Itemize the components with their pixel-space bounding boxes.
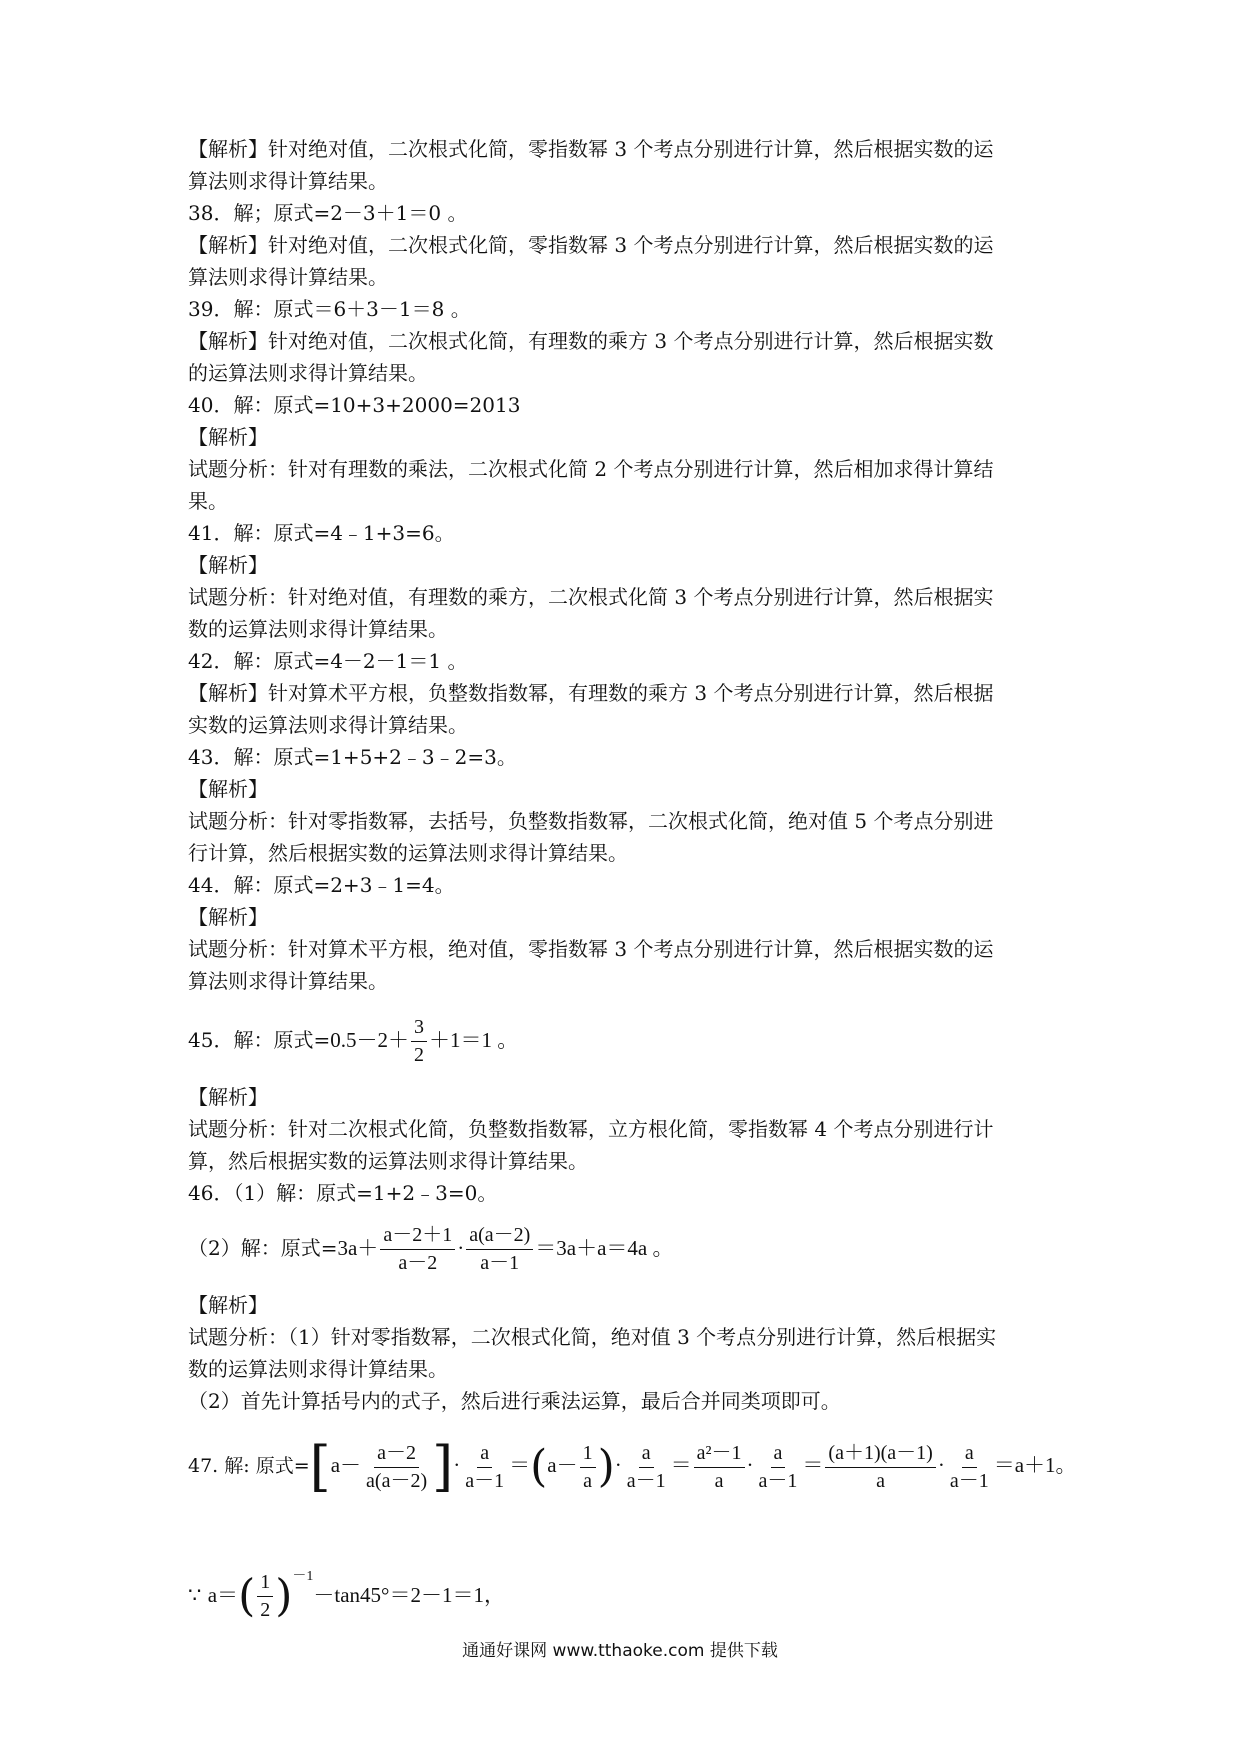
denominator: a－1: [758, 1469, 798, 1492]
analysis-heading: 【解析】: [188, 553, 268, 577]
denominator: 2: [413, 1044, 424, 1066]
eq-term: ＝3a＋a＝4a 。: [535, 1236, 674, 1260]
dot: ·: [457, 1236, 465, 1260]
fraction: [825, 1442, 935, 1493]
fraction: [363, 1442, 430, 1493]
equals: ＝: [509, 1453, 531, 1477]
eq-term: ＋1＝1 。: [428, 1028, 519, 1052]
equals: ＝: [802, 1453, 824, 1477]
analysis-heading: 【解析】: [188, 905, 268, 929]
analysis-heading: 【解析】: [188, 777, 268, 801]
denominator: a: [876, 1469, 886, 1492]
denominator: 2: [260, 1599, 271, 1621]
answer-40: 40．解：原式=10+3+2000=2013: [188, 393, 521, 417]
numerator: a(a－2): [466, 1224, 533, 1250]
analysis-heading: 【解析】: [188, 1293, 268, 1317]
eq-prefix: 45．解：原式=: [188, 1028, 331, 1052]
denominator: a: [714, 1469, 724, 1492]
fraction: [947, 1442, 992, 1493]
text-line: 【解析】针对绝对值，二次根式化简，零指数幂 3 个考点分别进行计算，然后根据实数的运: [188, 137, 994, 161]
answer-45: [188, 1008, 1060, 1072]
text-line: 试题分析：针对零指数幂，去括号，负整数指数幂，二次根式化简，绝对值 5 个考点分别进: [188, 809, 994, 833]
analysis-heading: 【解析】: [188, 1085, 268, 1109]
answer-39: 39．解：原式＝6＋3－1＝8 。: [188, 297, 471, 321]
left-paren: (: [530, 1441, 548, 1492]
answer-43: 43．解：原式=1+5+2﹣3﹣2=3。: [188, 745, 517, 769]
eq-prefix: （2）解：原式=: [188, 1236, 338, 1260]
text-line: 【解析】针对算术平方根，负整数指数幂，有理数的乘方 3 个考点分别进行计算，然后根据: [188, 681, 994, 705]
fraction: [411, 1016, 427, 1067]
fraction: [466, 1224, 533, 1275]
dot: ·: [937, 1453, 945, 1477]
numerator: 1: [257, 1571, 273, 1597]
text-line: 试题分析：（1）针对零指数幂，二次根式化简，绝对值 3 个考点分别进行计算，然后根据实: [188, 1325, 997, 1349]
denominator: a－1: [465, 1469, 505, 1492]
denominator: a－1: [626, 1469, 666, 1492]
eq-term: 0.5－2＋: [330, 1028, 409, 1052]
eq-term: 3a＋: [337, 1236, 379, 1260]
right-bracket: ]: [432, 1435, 454, 1498]
eq-term: a－: [547, 1453, 578, 1477]
left-paren: (: [238, 1570, 256, 1622]
eq-term: －tan45°＝2－1＝1，: [313, 1583, 505, 1607]
numerator: 1: [580, 1442, 596, 1468]
numerator: a: [477, 1442, 492, 1468]
fraction: [756, 1442, 801, 1493]
text-line: 试题分析：针对二次根式化简，负整数指数幂，立方根化简，零指数幂 4 个考点分别进行计: [188, 1117, 994, 1141]
text-line: 算法则求得计算结果。: [188, 969, 388, 993]
text-line: 实数的运算法则求得计算结果。: [188, 713, 468, 737]
text-line: 数的运算法则求得计算结果。: [188, 617, 448, 641]
fraction: [624, 1442, 669, 1493]
answer-47: [188, 1428, 1077, 1503]
answer-46-2: [188, 1216, 1060, 1280]
eq-prefix: 47. 解: 原式=: [188, 1455, 310, 1477]
denominator: a－1: [480, 1252, 520, 1274]
fraction: [580, 1442, 596, 1493]
numerator: (a＋1)(a－1): [825, 1442, 935, 1468]
text-line: 【解析】针对绝对值，二次根式化简，有理数的乘方 3 个考点分别进行计算，然后根据实数: [188, 329, 994, 353]
numerator: a－2＋1: [380, 1224, 455, 1250]
numerator: a: [771, 1442, 786, 1468]
denominator: a: [583, 1469, 593, 1492]
eq-term: ＝a＋1。: [993, 1453, 1077, 1477]
footer-watermark: 通通好课网 www.tthaoke.com 提供下载: [462, 1641, 778, 1661]
answer-44: 44．解：原式=2+3﹣1=4。: [188, 873, 455, 897]
numerator: a²－1: [694, 1442, 745, 1468]
text-line: 数的运算法则求得计算结果。: [188, 1357, 448, 1381]
given-a: [188, 1540, 1060, 1632]
text-line: 【解析】针对绝对值，二次根式化简，零指数幂 3 个考点分别进行计算，然后根据实数的运: [188, 233, 994, 257]
text-line: 果。: [188, 489, 228, 513]
numerator: a: [639, 1442, 654, 1468]
fraction: [257, 1571, 273, 1622]
equals: ＝: [670, 1453, 692, 1477]
answer-46-1: 46．（1）解：原式=1+2﹣3=0。: [188, 1181, 498, 1205]
denominator: a－2: [398, 1252, 438, 1274]
text-line: 试题分析：针对有理数的乘法，二次根式化简 2 个考点分别进行计算，然后相加求得计算结: [188, 457, 994, 481]
left-bracket: [: [309, 1435, 331, 1498]
text-line: 试题分析：针对算术平方根，绝对值，零指数幂 3 个考点分别进行计算，然后根据实数的运: [188, 937, 994, 961]
dot: ·: [746, 1453, 754, 1477]
right-paren: ): [597, 1441, 615, 1492]
right-paren: ): [275, 1570, 293, 1622]
text-line: （2）首先计算括号内的式子，然后进行乘法运算，最后合并同类项即可。: [188, 1389, 841, 1413]
text-line: 的运算法则求得计算结果。: [188, 361, 428, 385]
eq-term: a＝: [207, 1583, 239, 1607]
dot: ·: [614, 1453, 622, 1477]
denominator: a(a－2): [366, 1469, 428, 1492]
numerator: a－2: [374, 1442, 419, 1468]
numerator: a: [962, 1442, 977, 1468]
fraction: [694, 1442, 745, 1493]
fraction: [462, 1442, 507, 1493]
analysis-heading: 【解析】: [188, 425, 268, 449]
because-symbol: ∵: [188, 1583, 202, 1607]
text-line: 行计算，然后根据实数的运算法则求得计算结果。: [188, 841, 628, 865]
text-line: 算法则求得计算结果。: [188, 169, 388, 193]
numerator: 3: [411, 1016, 427, 1042]
text-line: 算，然后根据实数的运算法则求得计算结果。: [188, 1149, 588, 1173]
answer-41: 41．解：原式=4﹣1+3=6。: [188, 521, 455, 545]
denominator: a－1: [949, 1469, 989, 1492]
text-line: 试题分析：针对绝对值，有理数的乘方，二次根式化简 3 个考点分别进行计算，然后根据实: [188, 585, 994, 609]
text-line: 算法则求得计算结果。: [188, 265, 388, 289]
answer-42: 42．解：原式=4－2－1＝1 。: [188, 649, 468, 673]
eq-term: a－: [330, 1453, 362, 1477]
fraction: [380, 1224, 455, 1275]
answer-38: 38．解；原式=2－3＋1＝0 。: [188, 201, 468, 225]
dot: ·: [453, 1453, 461, 1477]
exponent: －1: [292, 1569, 314, 1584]
